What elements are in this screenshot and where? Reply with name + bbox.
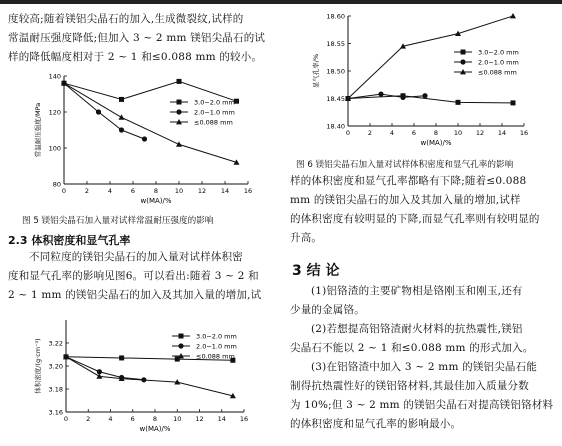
- paragraph-2: 不同粒度的镁铝尖晶石的加入量对试样体积密 度和显气孔率的影响见图6。可以看出:随着 3 ~ 2 和 2 ~ 1 mm 的镁铝尖晶石的加入及其加入量的增加,试: [8, 251, 262, 301]
- data-point: [96, 109, 101, 114]
- x-tick-label: 8: [153, 187, 159, 195]
- data-point: [422, 93, 427, 98]
- x-tick-label: 10: [173, 415, 182, 423]
- y-axis-label: 常温耐压强度/MPa: [34, 102, 42, 158]
- y-tick-label: 3.20: [48, 362, 63, 371]
- data-point: [400, 95, 405, 100]
- x-tick-label: 4: [107, 187, 113, 195]
- y-tick-label: 100: [48, 144, 61, 153]
- y-tick-label: 120: [48, 108, 61, 117]
- y-tick-label: 18.55: [326, 39, 345, 48]
- series-line: [66, 357, 233, 396]
- legend-label: 2.0~1.0 mm: [194, 108, 235, 117]
- legend-label: 3.0~2.0 mm: [196, 332, 237, 341]
- data-point: [378, 92, 383, 97]
- y-tick-label: 18.45: [326, 94, 345, 103]
- y-axis-label: 体积密度/(g·cm⁻³): [34, 338, 42, 394]
- x-tick-label: 2: [367, 129, 373, 137]
- conclusion-1: (1)铝铬渣的主要矿物相是铬刚玉和刚玉,还有 少量的金属铬。: [290, 285, 523, 316]
- figure-6-porosity-chart: [288, 6, 560, 158]
- x-tick-label: 12: [475, 129, 485, 137]
- x-tick-label: 14: [220, 187, 230, 195]
- legend-marker: [460, 59, 465, 64]
- series-line: [348, 96, 513, 103]
- data-point: [119, 114, 125, 119]
- x-tick-label: 0: [61, 187, 67, 195]
- data-point: [96, 373, 102, 378]
- data-point: [119, 127, 124, 132]
- conclusion-3: (3)在铝铬渣中加入 3 ~ 2 mm 的镁铝尖晶石能 制得抗热震性好的镁铝铬材料,其最佳加入质量分数 为 10%;但 3 ~ 2 mm 的镁铝尖晶石对提高镁铝铬材料 的体积密度和显气孔率的影响最小。: [290, 361, 554, 430]
- paragraph-3: 样的体积密度和显气孔率都略有下降;随着≤0.088 mm 的镁铝尖晶石的加入及其加入量的增加,试样 的体积密度有较明显的下降,而显气孔率则有较明显的 升高。: [290, 175, 540, 244]
- legend-label: ≤0.088 mm: [478, 68, 517, 77]
- figure-6-bulk-density-chart: [0, 308, 282, 446]
- y-tick-label: 18.50: [326, 67, 345, 76]
- figure-5-caption: 图 5 镁铝尖晶石加入量对试样常温耐压强度的影响: [22, 216, 214, 226]
- legend-marker: [178, 343, 183, 348]
- series-line: [64, 83, 145, 139]
- legend-label: 2.0~1.0 mm: [196, 342, 237, 351]
- legend-label: 3.0~2.0 mm: [194, 98, 235, 107]
- legend-label: ≤0.088 mm: [196, 352, 235, 361]
- legend-marker: [179, 334, 184, 339]
- x-tick-label: 12: [197, 187, 207, 195]
- x-tick-label: 2: [86, 415, 91, 423]
- x-tick-label: 0: [345, 129, 351, 137]
- data-point: [511, 100, 516, 105]
- x-tick-label: 8: [152, 415, 158, 423]
- data-point: [456, 100, 461, 105]
- x-tick-label: 14: [497, 129, 507, 137]
- legend-label: 2.0~1.0 mm: [478, 58, 519, 67]
- data-point: [119, 97, 124, 102]
- x-axis-label: w(MA)/%: [140, 197, 172, 205]
- x-tick-label: 16: [519, 129, 529, 137]
- x-tick-label: 6: [130, 187, 136, 195]
- legend-marker: [461, 50, 466, 55]
- x-tick-label: 8: [433, 129, 439, 137]
- legend-label: ≤0.088 mm: [194, 118, 233, 127]
- y-tick-label: 80: [52, 180, 61, 189]
- data-point: [142, 136, 147, 141]
- y-tick-label: 3.18: [48, 385, 63, 394]
- y-tick-label: 3.16: [48, 408, 63, 417]
- y-axis-label: 显气孔率/%: [312, 53, 320, 89]
- legend-label: 3.0~2.0 mm: [478, 48, 519, 57]
- data-point: [176, 141, 182, 146]
- conclusion-heading: 3 结 论: [292, 263, 340, 279]
- x-tick-label: 4: [389, 129, 395, 137]
- figure-6-caption: 图 6 镁铝尖晶石加入量对试样体积密度和显气孔率的影响: [296, 160, 514, 170]
- conclusion-2: (2)若想提高铝铬渣耐火材料的抗热震性,镁铝 尖晶石不能以 2 ~ 1 和≤0.088 mm 的形式加入。: [290, 323, 534, 354]
- data-point: [119, 355, 124, 360]
- x-tick-label: 12: [195, 415, 204, 423]
- x-axis-label: w(MA)/%: [420, 139, 452, 147]
- legend-marker: [177, 100, 182, 105]
- x-tick-label: 2: [84, 187, 90, 195]
- x-axis-label: w(MA)/%: [139, 425, 171, 433]
- y-tick-label: 3.22: [48, 339, 63, 348]
- x-tick-label: 10: [174, 187, 184, 195]
- x-tick-label: 16: [239, 415, 249, 423]
- y-tick-label: 140: [48, 72, 61, 81]
- paragraph-1: 度较高;随着镁铝尖晶石的加入,生成微裂纹,试样的 常温耐压强度降低;但加入 3 ~ 2 mm 镁铝尖晶石的试 样的降低幅度相对于 2 ~ 1 和≤0.088 mm 的较小。: [8, 13, 266, 63]
- x-tick-label: 10: [453, 129, 463, 137]
- x-tick-label: 6: [130, 415, 135, 423]
- legend-marker: [176, 109, 181, 114]
- x-tick-label: 16: [243, 187, 253, 195]
- data-point: [177, 79, 182, 84]
- x-tick-label: 0: [63, 415, 69, 423]
- x-tick-label: 14: [217, 415, 226, 423]
- page-header-strip: [0, 0, 562, 4]
- y-tick-label: 18.40: [326, 122, 345, 131]
- section-2-3-heading: 2.3 体积密度和显气孔率: [8, 234, 131, 247]
- y-tick-label: 18.60: [326, 12, 345, 21]
- series-line: [66, 357, 144, 380]
- data-point: [510, 13, 516, 18]
- x-tick-label: 6: [411, 129, 417, 137]
- figure-5-chart: [0, 66, 282, 216]
- x-tick-label: 4: [108, 415, 113, 423]
- series-line: [348, 16, 513, 99]
